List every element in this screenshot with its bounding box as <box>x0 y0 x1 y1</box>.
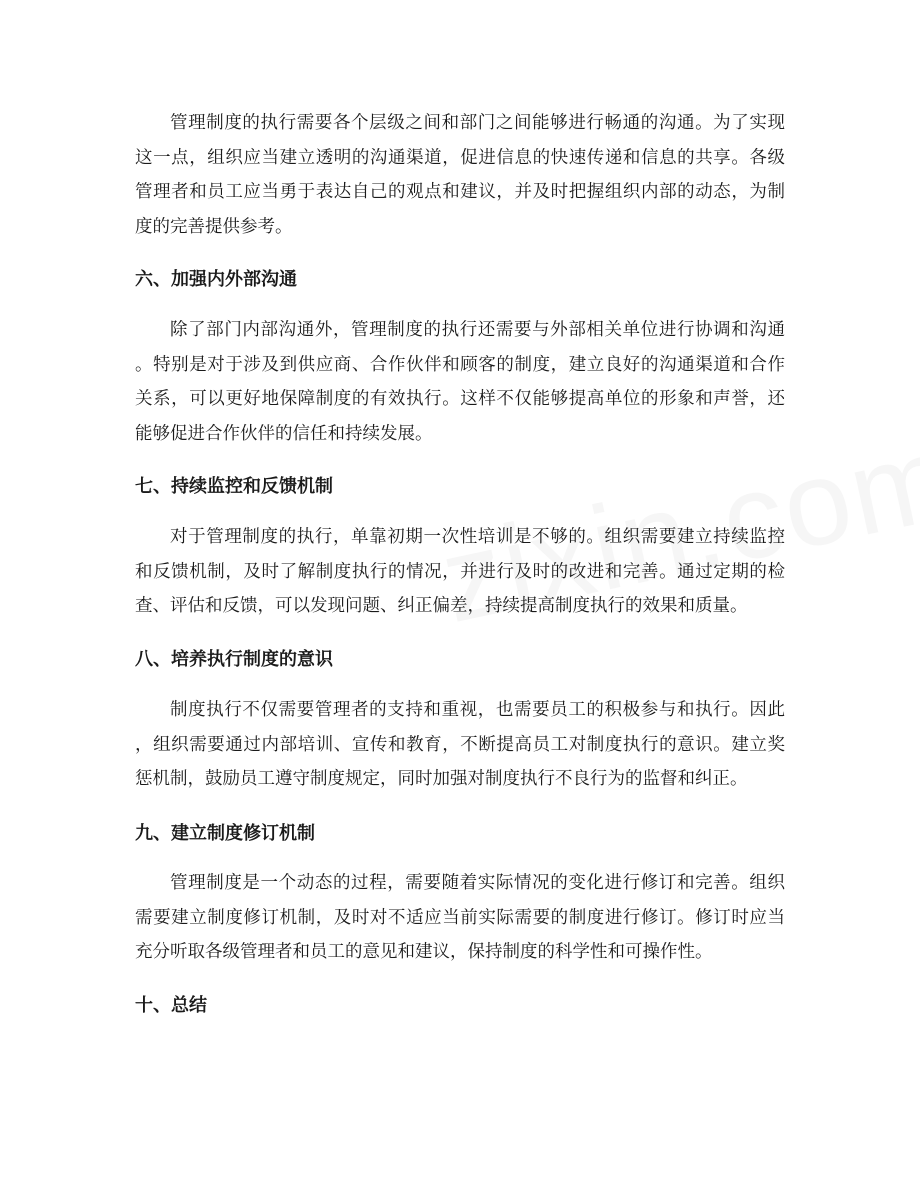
paragraph-line: 充分听取各级管理者和员工的意见和建议，保持制度的科学性和可操作性。 <box>135 942 713 962</box>
section-7-paragraph <box>135 520 785 624</box>
paragraph-line: 需要建立制度修订机制，及时对不适应当前实际需要的制度进行修订。修订时应当 <box>135 907 785 928</box>
paragraph-line: 和反馈机制，及时了解制度执行的情况，并进行及时的改进和完善。通过定期的检 <box>135 561 785 582</box>
paragraph-line: 度的完善提供参考。 <box>135 216 293 237</box>
paragraph-line: 管理制度的执行需要各个层级之间和部门之间能够进行畅通的沟通。为了实现 <box>170 113 785 133</box>
paragraph-line: 制度执行不仅需要管理者的支持和重视，也需要员工的积极参与和执行。因此 <box>170 700 785 720</box>
paragraph-line: ，组织需要通过内部培训、宣传和教育，不断提高员工对制度执行的意识。建立奖 <box>135 734 785 755</box>
section-6-paragraph <box>135 313 785 451</box>
section-heading-6: 六、加强内外部沟通 <box>135 269 297 290</box>
section-heading-9: 九、建立制度修订机制 <box>135 823 315 844</box>
section-heading-8: 八、培养执行制度的意识 <box>135 649 333 670</box>
paragraph-line: 除了部门内部沟通外，管理制度的执行还需要与外部相关单位进行协调和沟通 <box>170 320 785 340</box>
section-heading-10: 十、总结 <box>135 995 207 1016</box>
paragraph-line: 。特别是对于涉及到供应商、合作伙伴和顾客的制度，建立良好的沟通渠道和合作 <box>135 354 785 375</box>
section-8-paragraph <box>135 693 785 797</box>
intro-paragraph <box>135 106 785 244</box>
paragraph-line: 关系，可以更好地保障制度的有效执行。这样不仅能够提高单位的形象和声誉，还 <box>135 389 785 409</box>
paragraph-line: 这一点，组织应当建立透明的沟通渠道，促进信息的快速传递和信息的共享。各级 <box>135 147 785 168</box>
paragraph-line: 查、评估和反馈，可以发现问题、纠正偏差，持续提高制度执行的效果和质量。 <box>135 596 748 616</box>
paragraph-line: 能够促进合作伙伴的信任和持续发展。 <box>135 423 433 444</box>
paragraph-line: 对于管理制度的执行，单靠初期一次性培训是不够的。组织需要建立持续监控 <box>170 527 785 547</box>
paragraph-line: 管理制度是一个动态的过程，需要随着实际情况的变化进行修订和完善。组织 <box>170 873 785 893</box>
paragraph-line: 惩机制，鼓励员工遵守制度规定，同时加强对制度执行不良行为的监督和纠正。 <box>135 769 748 789</box>
section-9-paragraph <box>135 866 785 970</box>
section-heading-7: 七、持续监控和反馈机制 <box>135 476 333 497</box>
paragraph-line: 管理者和员工应当勇于表达自己的观点和建议，并及时把握组织内部的动态，为制 <box>135 182 785 202</box>
